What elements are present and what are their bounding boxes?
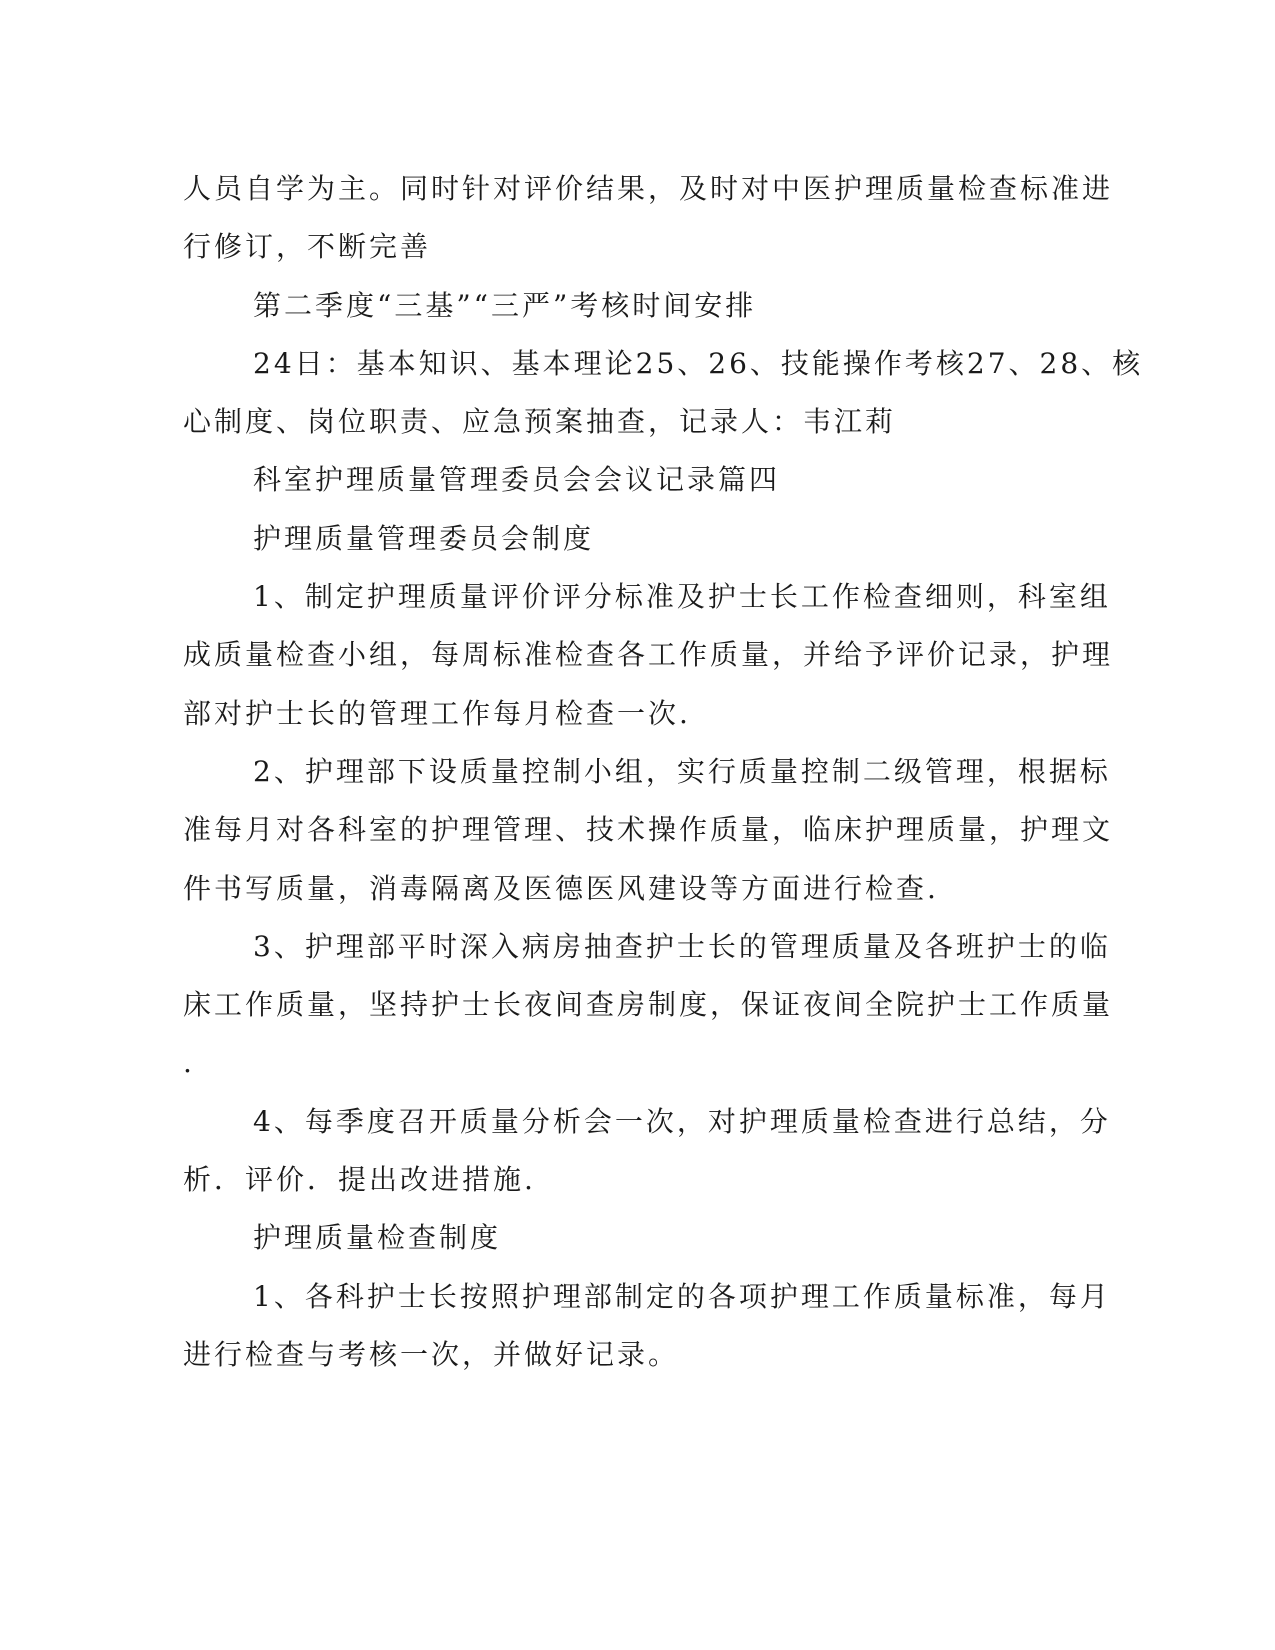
text-line: 部对护士长的管理工作每月检查一次. [183, 696, 691, 730]
subsection-heading: 护理质量管理委员会制度 [253, 521, 595, 555]
text-line: 行修订，不断完善 [183, 230, 432, 264]
section-heading: 科室护理质量管理委员会会议记录篇四 [253, 463, 781, 497]
text-line: 准每月对各科室的护理管理、技术操作质量，临床护理质量，护理文 [183, 813, 1114, 847]
text-line: 4、每季度召开质量分析会一次，对护理质量检查进行总结，分 [253, 1104, 1111, 1138]
subsection-heading: 护理质量检查制度 [253, 1221, 502, 1255]
text-line: 人员自学为主。同时针对评价结果，及时对中医护理质量检查标准进 [183, 172, 1114, 205]
document-body [183, 160, 1144, 1384]
text-line: 第二季度“三基”“三严”考核时间安排 [253, 288, 757, 322]
text-line: 析．评价．提出改进措施. [183, 1163, 536, 1197]
text-line: 3、护理部平时深入病房抽查护士长的管理质量及各班护士的临 [253, 929, 1111, 963]
text-line: 成质量检查小组，每周标准检查各工作质量，并给予评价记录，护理 [183, 638, 1114, 672]
text-line: 心制度、岗位职责、应急预案抽查，记录人：韦江莉 [183, 405, 897, 439]
text-line: 1、各科护士长按照护理部制定的各项护理工作质量标准，每月 [253, 1279, 1111, 1313]
text-line: 件书写质量，消毒隔离及医德医风建设等方面进行检查. [183, 871, 939, 905]
text-line: 进行检查与考核一次，并做好记录。 [183, 1337, 680, 1371]
text-line: . [183, 1046, 195, 1080]
text-line: 床工作质量，坚持护士长夜间查房制度，保证夜间全院护士工作质量 [183, 988, 1114, 1022]
text-line: 24日：基本知识、基本理论25、26、技能操作考核27、28、核 [253, 346, 1144, 380]
text-line: 1、制定护理质量评价评分标准及护士长工作检查细则，科室组 [253, 580, 1111, 614]
text-line: 2、护理部下设质量控制小组，实行质量控制二级管理，根据标 [253, 754, 1111, 788]
